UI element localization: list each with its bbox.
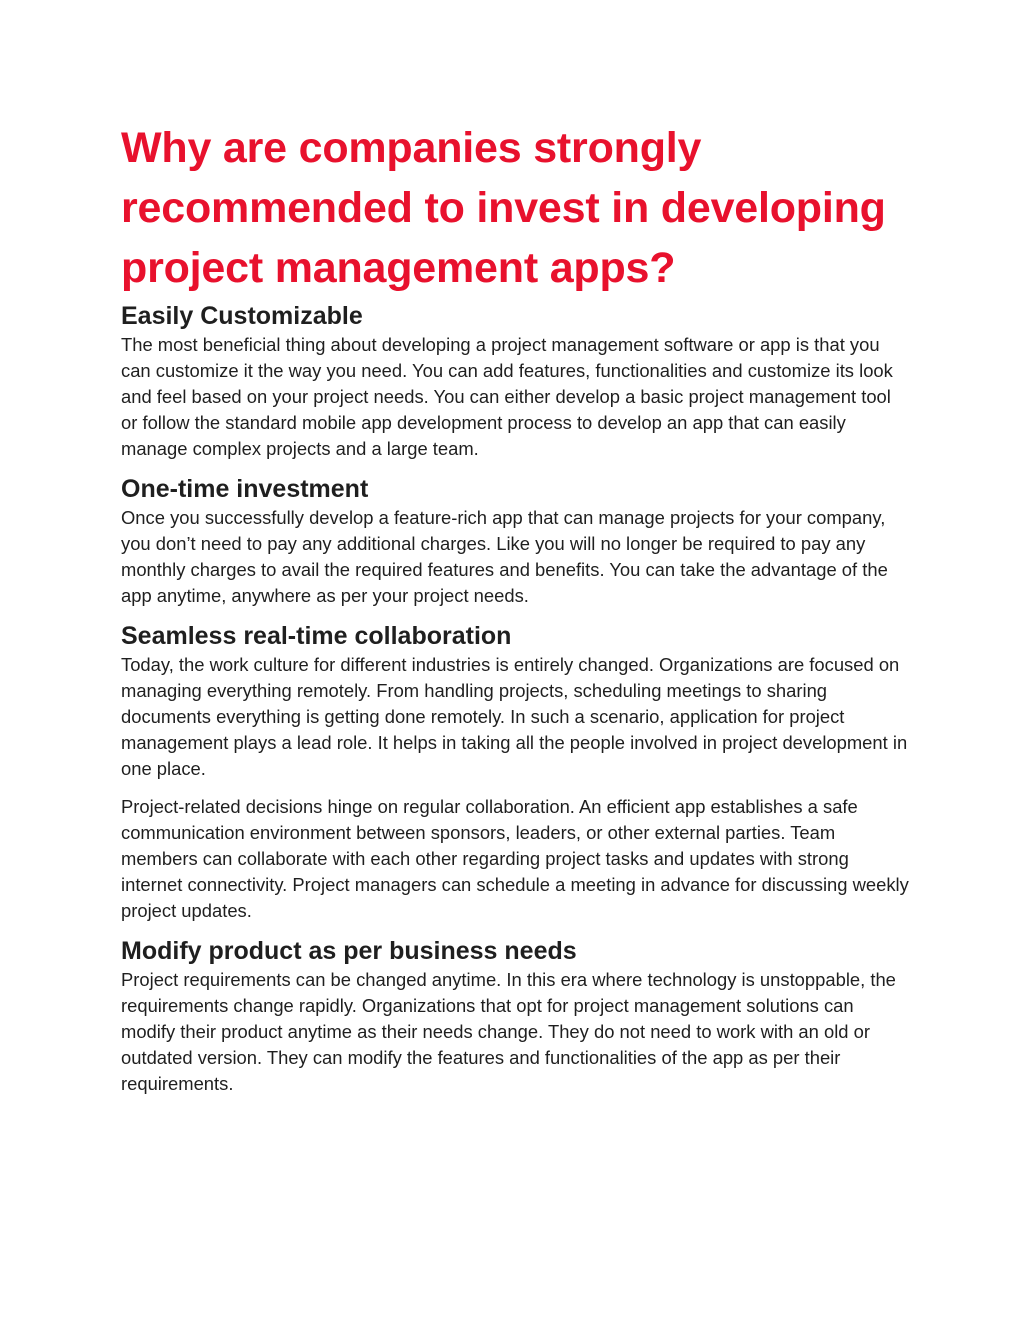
section-modify-product — [121, 935, 911, 1097]
section-heading: Easily Customizable — [121, 302, 363, 330]
section-heading: Modify product as per business needs — [121, 937, 577, 965]
paragraph: The most beneficial thing about developing a project management software or app is that you can customize it the way you need. You can add features, functionalities and customize its look and feel based on your project needs. You can either develop a basic project management tool or follow the standard mobile app development process to develop an app that can easily manage complex projects and a large team. — [121, 334, 893, 459]
section-one-time-investment — [121, 473, 911, 609]
paragraph: Project requirements can be changed anytime. In this era where technology is unstoppable, the requirements change rapidly. Organizations that opt for project management solutions can modify their product anytime as their needs change. They do not need to work with an old or outdated version. They can modify the features and functionalities of the app as per their requirements. — [121, 969, 896, 1094]
document-page — [121, 118, 911, 1097]
section-heading: Seamless real-time collaboration — [121, 622, 512, 650]
paragraph: Once you successfully develop a feature-rich app that can manage projects for your company, you don’t need to pay any additional charges. Like you will no longer be required to pay any monthly charges to avail the required features and benefits. You can take the advantage of the app anytime, anywhere as per your project needs. — [121, 507, 888, 606]
section-easily-customizable — [121, 300, 911, 462]
paragraph: Today, the work culture for different industries is entirely changed. Organizations are focused on managing everything remotely. From handling projects, scheduling meetings to sharing documents everything is getting done remotely. In such a scenario, application for project management plays a lead role. It helps in taking all the people involved in project development in one place. — [121, 654, 908, 779]
paragraph: Project-related decisions hinge on regular collaboration. An efficient app establishes a safe communication environment between sponsors, leaders, or other external parties. Team members can collaborate with each other regarding project tasks and updates with strong internet connectivity. Project managers can schedule a meeting in advance for discussing weekly project updates. — [121, 796, 909, 921]
section-seamless-collaboration — [121, 620, 911, 924]
page-title: Why are companies strongly recommended to invest in developing project management apps? — [121, 124, 886, 292]
section-heading: One-time investment — [121, 475, 369, 503]
